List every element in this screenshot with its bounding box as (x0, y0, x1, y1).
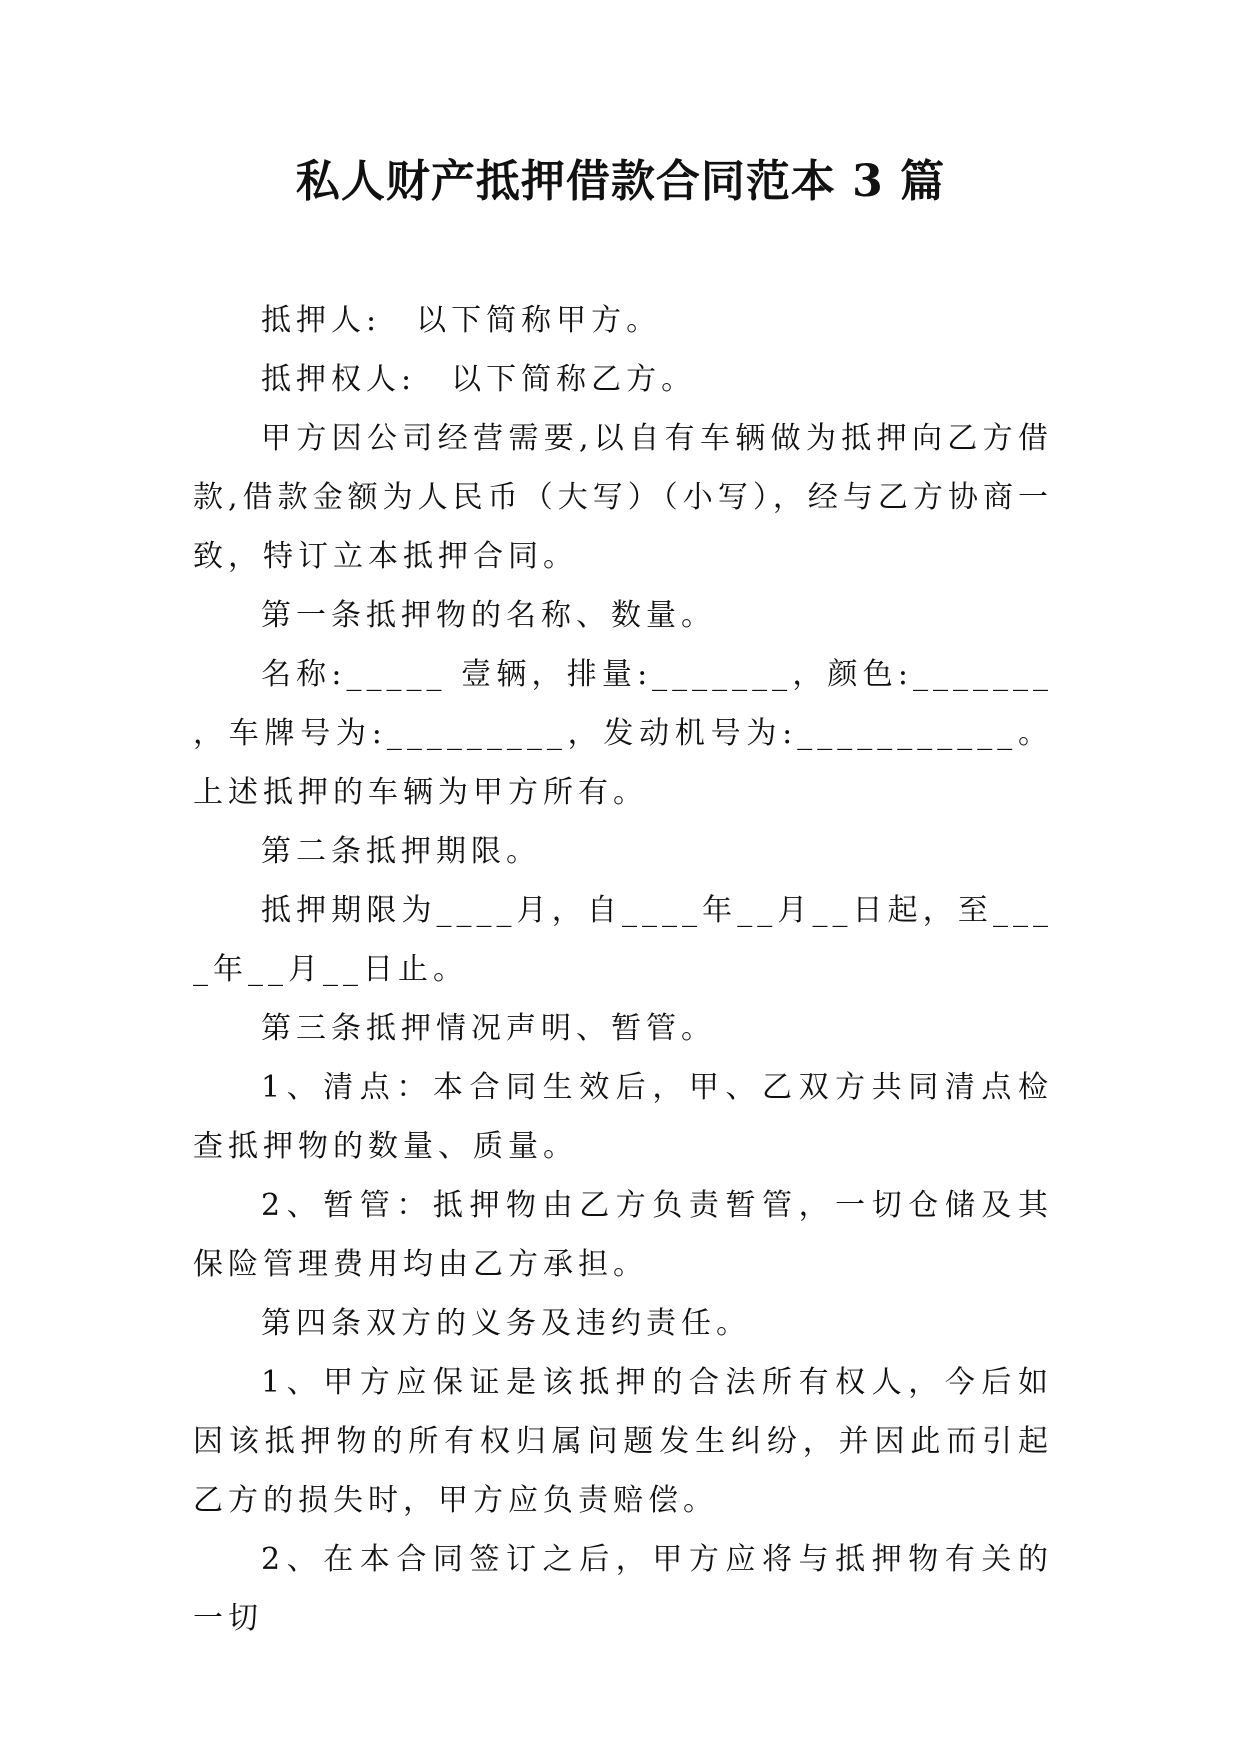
paragraph-article-1-body: 名称:_____ 壹辆，排量:_______，颜色:_______ ，车牌号为:_________，发动机号为:___________。上述抵押的车辆为甲方所有。 (193, 657, 1053, 810)
paragraph-article-2-body: 抵押期限为____月，自____年__月__日起，至____年__月__日止。 (193, 893, 1053, 987)
paragraph-preamble: 甲方因公司经营需要,以自有车辆做为抵押向乙方借款,借款金额为人民币（大写）（小写），经与乙方协商一致，特订立本抵押合同。 (193, 421, 1053, 574)
paragraph-mortgagor: 抵押人: 以下简称甲方。 (261, 303, 662, 338)
paragraph-article-4-item-1: 1、甲方应保证是该抵押的合法所有权人，今后如因该抵押物的所有权归属问题发生纠纷，并因此而引起乙方的损失时，甲方应负责赔偿。 (193, 1365, 1053, 1518)
paragraph-article-3-heading: 第三条抵押情况声明、暂管。 (261, 1011, 716, 1046)
paragraph-article-3-item-2: 2、暂管：抵押物由乙方负责暂管，一切仓储及其保险管理费用均由乙方承担。 (193, 1188, 1053, 1282)
document-title: 私人财产抵押借款合同范本 3 篇 (295, 156, 946, 207)
paragraph-article-1-heading: 第一条抵押物的名称、数量。 (261, 598, 716, 633)
paragraph-mortgagee: 抵押权人: 以下简称乙方。 (261, 362, 697, 397)
paragraph-article-3-item-1: 1、清点：本合同生效后，甲、乙双方共同清点检查抵押物的数量、质量。 (193, 1070, 1053, 1164)
paragraph-article-4-heading: 第四条双方的义务及违约责任。 (261, 1306, 751, 1341)
document-body (193, 291, 1053, 1648)
paragraph-article-4-item-2: 2、在本合同签订之后，甲方应将与抵押物有关的一切 (193, 1542, 1053, 1636)
paragraph-article-2-heading: 第二条抵押期限。 (261, 834, 541, 869)
